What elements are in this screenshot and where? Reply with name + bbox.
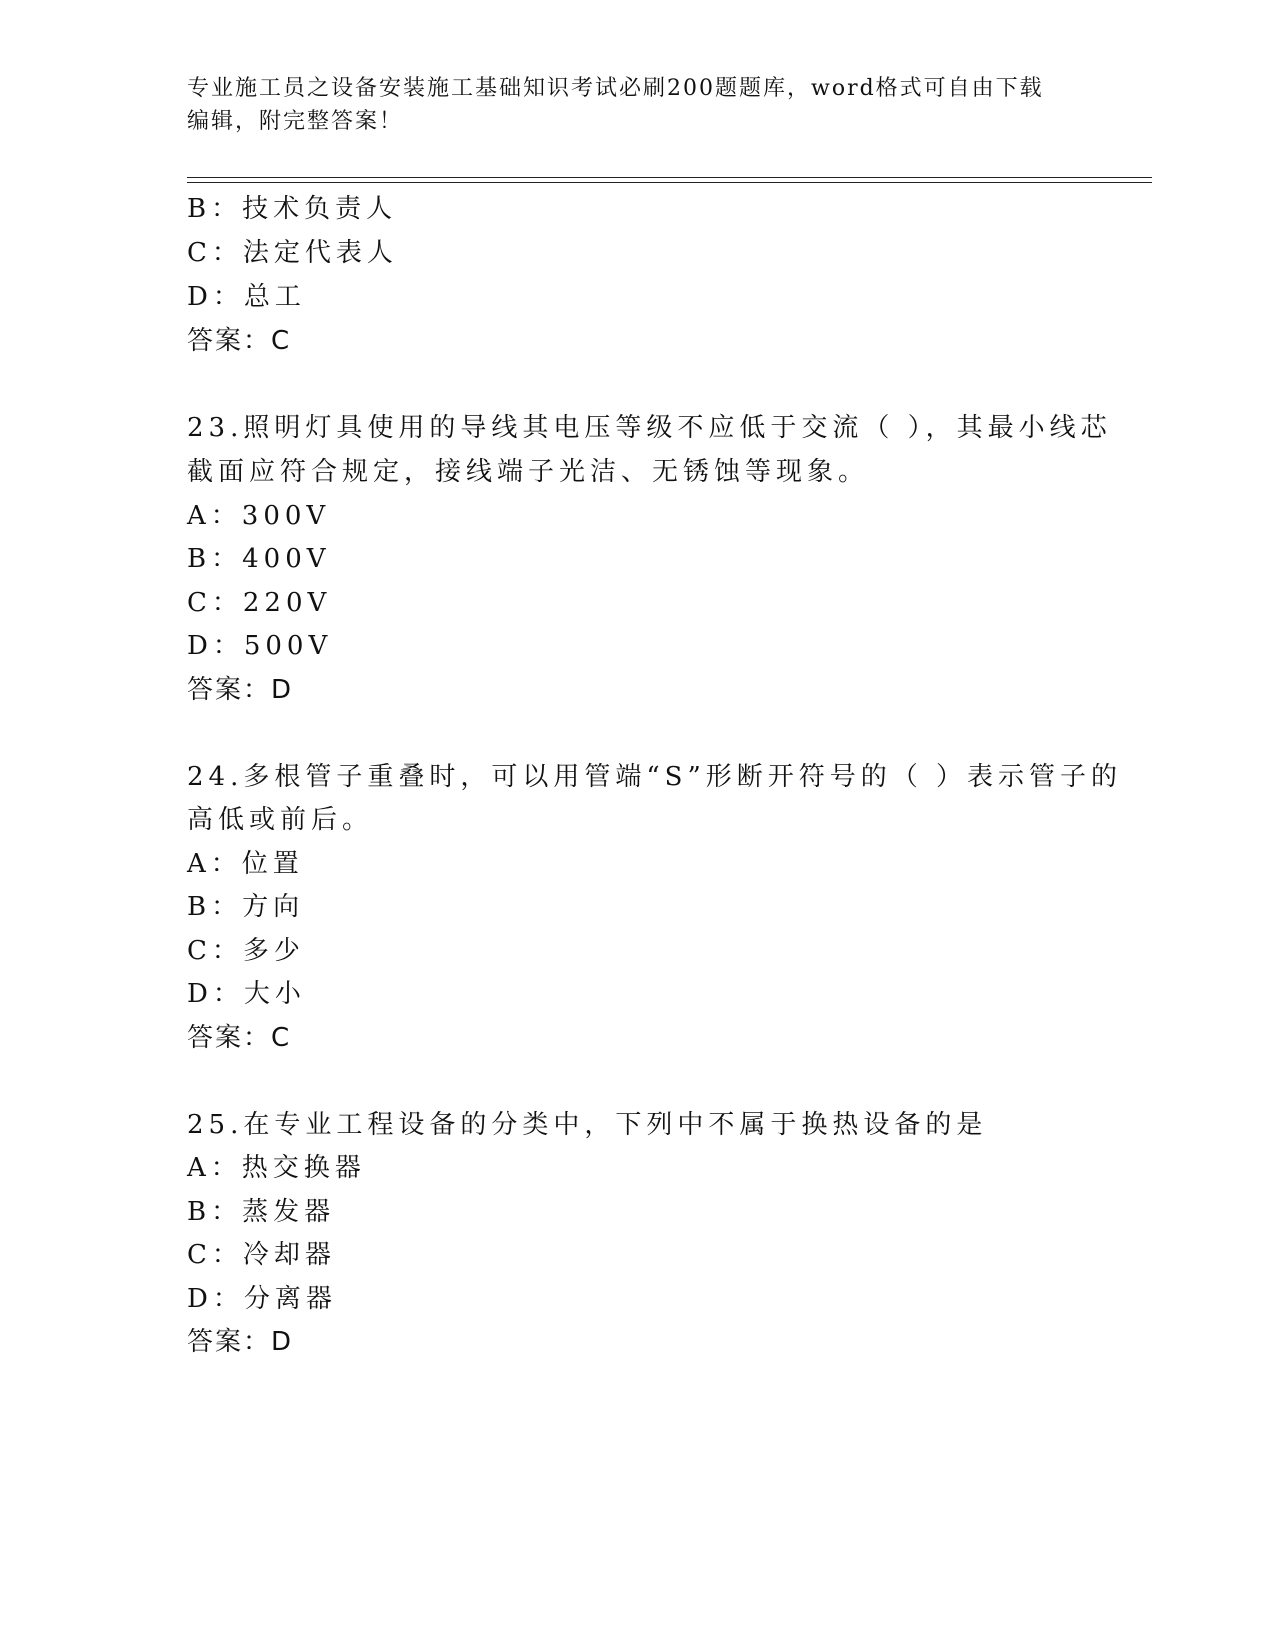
q24-option-d: D：大小 [187, 979, 306, 1009]
q23-option-c: C：220V [187, 588, 332, 618]
header-divider-top [187, 177, 1152, 178]
q22-option-c: C：法定代表人 [187, 238, 398, 268]
q23-answer: 答案：D [187, 675, 294, 705]
q22-option-d: D：总工 [187, 282, 306, 312]
q23-option-b: B：400V [187, 544, 331, 574]
q24-option-c: C：多少 [187, 936, 305, 966]
q24-option-b: B：方向 [187, 892, 305, 922]
header-line-1: 专业施工员之设备安装施工基础知识考试必刷200题题库，word格式可自由下载 [187, 76, 1044, 101]
q24-stem-line-2: 高低或前后。 [187, 805, 374, 835]
q23-stem-line-1: 23.照明灯具使用的导线其电压等级不应低于交流（ ），其最小线芯 [187, 413, 1112, 443]
document-header [187, 72, 1087, 138]
header-line-2: 编辑，附完整答案！ [187, 109, 404, 134]
q25-option-a: A：热交换器 [187, 1153, 366, 1183]
q25-answer: 答案：D [187, 1327, 294, 1357]
q24-option-a: A：位置 [187, 849, 304, 879]
q22-answer: 答案：C [187, 326, 292, 356]
q25-option-d: D：分离器 [187, 1284, 337, 1314]
q23-stem-line-2: 截面应符合规定，接线端子光洁、无锈蚀等现象。 [187, 457, 870, 487]
q22-option-b: B：技术负责人 [187, 194, 398, 224]
q25-option-b: B：蒸发器 [187, 1197, 336, 1227]
q23-option-a: A：300V [187, 501, 331, 531]
q25-option-c: C：冷却器 [187, 1240, 336, 1270]
header-divider-bottom [187, 182, 1152, 183]
q23-option-d: D：500V [187, 631, 333, 661]
q25-stem: 25.在专业工程设备的分类中，下列中不属于换热设备的是 [187, 1110, 988, 1140]
q24-answer: 答案：C [187, 1023, 292, 1053]
q24-stem-line-1: 24.多根管子重叠时，可以用管端“S”形断开符号的（ ）表示管子的 [187, 762, 1123, 792]
